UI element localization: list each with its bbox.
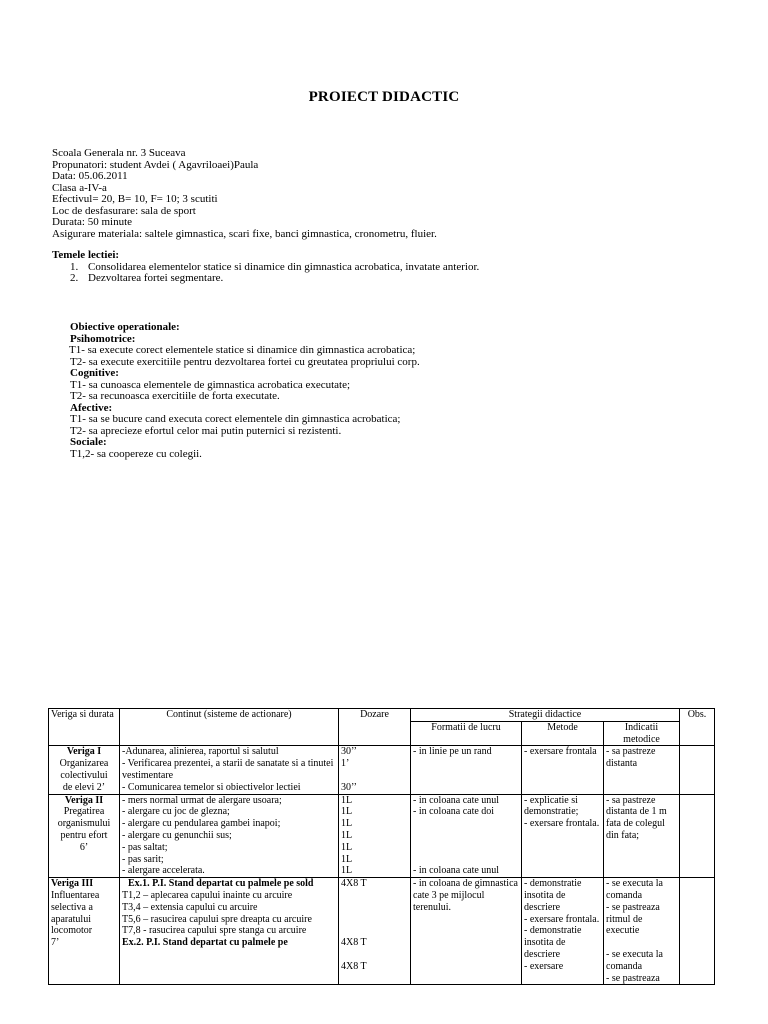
theme-text: Consolidarea elementelor statice si dinamice din gimnastica acrobatica, invatate anterior. [88,260,480,273]
indicatii-line: - sa pastreze distanta [606,746,656,770]
header-veriga: Veriga si durata [49,709,120,746]
themes-list [52,262,479,285]
obs-cell [680,794,715,878]
continut-line: T1,2 – aplecarea capului inainte cu arcuire [122,889,293,901]
info-proposer: Propunatori: student Avdei ( Agavriloaei)Paula [52,158,259,171]
metode-line: - exersare [524,960,564,972]
metode-line: - exersare frontala. [524,913,600,925]
dozare-line [341,949,408,961]
info-headcount: Efectivul= 20, B= 10, F= 10; 3 scutiti [52,193,218,205]
indicatii-cell [604,878,680,985]
metode-cell [522,878,604,985]
psihomotrice-heading: Psihomotrice: [70,332,136,345]
veriga-text: Influentarea [51,889,100,901]
metode-cell [522,794,604,878]
obs-cell [680,878,715,985]
objective-line: T1- sa execute corect elementele statice si dinamice din gimnastica acrobatica; [69,344,416,356]
indicatii-cell [604,794,680,878]
dozare-line: 4X8 T [341,937,367,949]
objective-line: T2- sa execute exercitiile pentru dezvoltarea fortei cu greutatea propriului corp. [70,355,420,368]
theme-number: 1. [70,260,79,273]
dozare-line [341,902,408,914]
veriga-text: pentru efort [60,829,108,841]
formatii-line [413,842,519,854]
formatii-cell [411,794,522,878]
indicatii-line: - se pastreaza [606,972,660,984]
cognitive-heading: Cognitive: [70,367,119,379]
continut-line: - Verificarea prezentei, a starii de sanatate si a tinutei vestimentare [122,758,334,781]
veriga-cell [49,878,120,985]
formatii-line [413,818,519,830]
dozare-cell [339,794,411,878]
header-strategii: Strategii didactice [411,709,680,722]
continut-line: - alergare cu pendularea gambei inapoi; [122,818,281,830]
dozare-line: 1L [341,794,353,806]
dozare-line [341,925,408,937]
continut-line: - Comunicarea temelor si obiectivelor lectiei [122,781,301,793]
veriga-text: locomotor [51,925,93,937]
objective-line: T1,2- sa coopereze cu colegii. [70,447,202,460]
objective-line: T2- sa recunoasca exercitiile de forta executate. [70,390,280,402]
table-row [49,746,715,794]
dozare-cell [339,878,411,985]
theme-number: 2. [70,272,79,284]
document-title: PROIECT DIDACTIC [308,89,460,105]
formatii-line: - in linie pe un rand [413,746,492,758]
metode-line: - exersare frontala [524,746,597,758]
exercise-title: Ex.1. P.I. Stand departat cu palmele pe sold [128,878,314,890]
header-metode: Metode [522,721,604,746]
info-school: Scoala Generala nr. 3 Suceava [52,147,186,159]
table-header-row [49,709,715,722]
dozare-line: 30’’ [341,781,357,793]
indicatii-cell [604,746,680,794]
veriga-text: selectiva a [51,901,93,913]
indicatii-line: - se executa la comanda [606,948,663,972]
continut-cell [120,746,339,794]
veriga-text: colectivului [60,769,108,781]
continut-line: - pas sarit; [122,853,164,865]
obs-cell [680,746,715,794]
formatii-line: - in coloana cate unul [413,865,500,877]
header-obs: Obs. [680,709,715,746]
info-class: Clasa a-IV-a [52,181,107,194]
veriga-text: 7’ [51,937,60,949]
continut-cell [120,878,339,985]
info-duration: Durata: 50 minute [52,216,133,228]
formatii-cell [411,878,522,985]
formatii-line [413,854,519,866]
continut-line: - alergare accelerata. [122,865,205,877]
metode-line: - exersare frontala. [524,818,600,830]
indicatii-line: - se executa la comanda [606,878,663,901]
dozare-line: 1L [341,841,353,853]
veriga-cell [49,746,120,794]
objectives-heading: Obiective operationale: [70,321,180,333]
dozare-cell [339,746,411,794]
theme-text: Dezvoltarea fortei segmentare. [88,272,224,284]
theme-item [70,273,479,285]
formatii-line: - in coloana cate doi [413,806,495,818]
continut-line: T5,6 – rasucirea capului spre dreapta cu arcuire [122,913,312,925]
veriga-text: organismului [57,818,111,830]
indicatii-line: - se pastreaza ritmul de executie [606,901,660,937]
continut-line: T7,8 - rasucirea capului spre stanga cu arcuire [122,925,307,937]
objective-line: T1- sa se bucure cand executa corect elementele din gimnastica acrobatica; [70,413,401,425]
lesson-plan-table [48,708,715,985]
afective-heading: Afective: [70,401,113,414]
formatii-line: - in coloana cate unul [413,794,500,806]
indicatii-line: - sa pastreze distanta de 1 m fata de colegul din fata; [606,794,667,841]
dozare-line: 1L [341,829,353,841]
veriga-title: Veriga I [66,746,102,758]
dozare-line: 1L [341,806,353,818]
sociale-heading: Sociale: [70,436,107,448]
veriga-title: Veriga II [64,794,104,806]
objective-line: T1- sa cunoasca elementele de gimnastica acrobatica executate; [70,378,351,391]
dozare-line: 1L [341,818,353,830]
veriga-title: Veriga III [51,878,94,890]
veriga-text: de elevi 2’ [62,781,106,793]
continut-line: -Adunarea, alinierea, raportul si salutul [122,746,279,758]
header-formatii: Formatii de lucru [411,721,522,746]
veriga-text: Organizarea [59,758,109,770]
objectives-section [70,322,420,460]
dozare-line: 4X8 T [341,878,367,890]
dozare-line: 1L [341,865,353,877]
info-materials: Asigurare materiala: saltele gimnastica, scari fixe, banci gimnastica, cronometru, fluier. [52,227,437,240]
continut-cell [120,794,339,878]
continut-line: T3,4 – extensia capului cu arcuire [122,901,258,913]
header-indicatii: Indicatii metodice [604,721,680,746]
formatii-cell [411,746,522,794]
metode-line: - explicatie si demonstratie; [524,794,579,818]
info-date: Data: 05.06.2011 [52,170,128,182]
dozare-line [341,914,408,926]
objective-line: T2- sa aprecieze efortul celor mai putin puternici si rezistenti. [70,424,342,437]
header-continut: Continut (sisteme de actionare) [120,709,339,746]
general-info [52,148,479,285]
table-row [49,794,715,878]
dozare-line: 30’’ [341,746,357,758]
dozare-line [341,770,408,782]
metode-cell [522,746,604,794]
metode-line: - demonstratie insotita de descriere [524,925,582,960]
formatii-line [413,830,519,842]
header-dozare: Dozare [339,709,411,746]
continut-line: - mers normal urmat de alergare usoara; [122,794,282,806]
info-location: Loc de desfasurare: sala de sport [52,204,196,217]
dozare-line [341,890,408,902]
continut-line: - alergare cu genunchii sus; [122,829,232,841]
dozare-line: 1L [341,853,353,865]
continut-line: - pas saltat; [122,841,168,853]
indicatii-line [606,937,677,949]
veriga-text: aparatului [51,913,91,925]
themes-heading: Temele lectiei: [52,249,120,261]
dozare-line: 1’ [341,758,350,770]
exercise-title: Ex.2. P.I. Stand departat cu palmele pe [122,937,288,949]
veriga-text: Pregatirea [63,806,105,818]
veriga-text: 6’ [79,841,89,853]
table-row [49,878,715,985]
veriga-cell [49,794,120,878]
formatii-line: - in coloana de gimnastica cate 3 pe mijlocul terenului. [413,878,518,913]
continut-line: - alergare cu joc de glezna; [122,806,230,818]
metode-line: - demonstratie insotita de descriere [524,878,582,913]
dozare-line: 4X8 T [341,960,367,972]
